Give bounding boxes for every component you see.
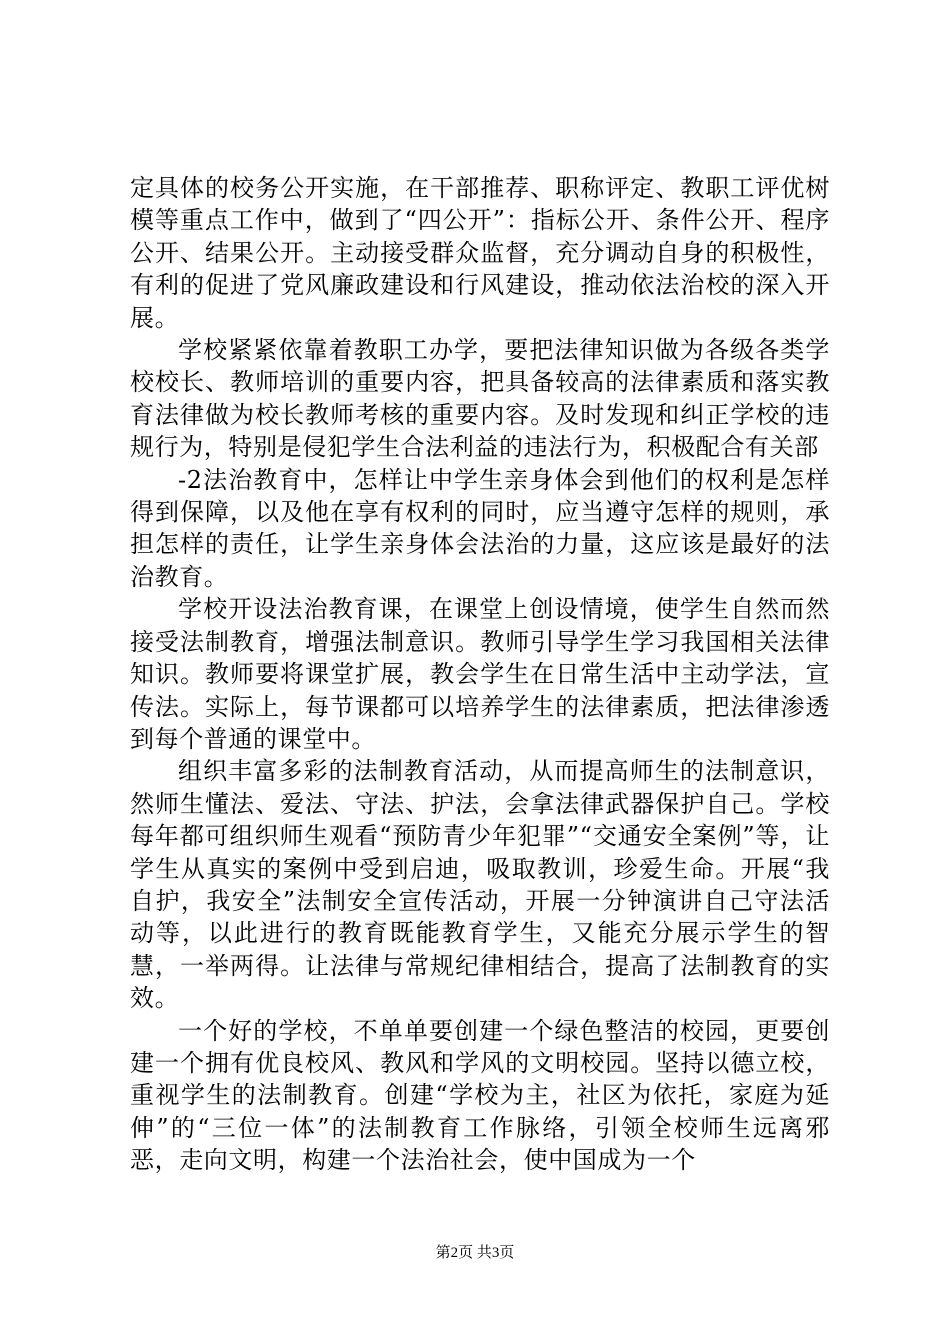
paragraph-2: 学校紧紧依靠着教职工办学，要把法律知识做为各级各类学校校长、教师培训的重要内容，把具备较高的法律素质和落实教育法律做为校长教师考核的重要内容。及时发现和纠正学校的违规行为，特别是侵犯学生合法利益的违法行为，积极配合有关部 [130, 336, 830, 462]
paragraph-3: -2法治教育中，怎样让中学生亲身体会到他们的权利是怎样得到保障，以及他在享有权利的同时，应当遵守怎样的规则，承担怎样的责任，让学生亲身体会法治的力量，这应该是最好的法治教育。 [130, 465, 830, 591]
paragraph-6: 一个好的学校，不单单要创建一个绿色整洁的校园，更要创建一个拥有优良校风、教风和学风的文明校园。坚持以德立校，重视学生的法制教育。创建“学校为主，社区为依托，家庭为延伸”的“三位一体”的法制教育工作脉络，引领全校师生远离邪恶，走向文明，构建一个法治社会，使中国成为一个 [130, 1016, 830, 1175]
paragraph-1: 定具体的校务公开实施，在干部推荐、职称评定、教职工评优树模等重点工作中，做到了“四公开”：指标公开、条件公开、程序公开、结果公开。主动接受群众监督，充分调动自身的积极性，有利的促进了党风廉政建设和行风建设，推动依法治校的深入开展。 [130, 174, 830, 332]
paragraph-4: 学校开设法治教育课，在课堂上创设情境，使学生自然而然接受法制教育，增强法制意识。教师引导学生学习我国相关法律知识。教师要将课堂扩展，教会学生在日常生活中主动学法，宣传法。实际上，每节课都可以培养学生的法律素质，把法律渗透到每个普通的课堂中。 [130, 595, 830, 753]
page-number-footer: 第2页 共3页 [435, 1245, 515, 1261]
paragraph-5: 组织丰富多彩的法制教育活动，从而提高师生的法制意识，然师生懂法、爱法、守法、护法，会拿法律武器保护自己。学校每年都可组织师生观看“预防青少年犯罪”“交通安全案例”等，让学生从真实的案例中受到启迪，吸取教训，珍爱生命。开展“我自护，我安全”法制安全宣传活动，开展一分钟演讲自己守法活动等，以此进行的教育既能教育学生，又能充分展示学生的智慧，一举两得。让法律与常规纪律相结合，提高了法制教育的实效。 [130, 757, 830, 1013]
document-body [130, 172, 830, 1177]
